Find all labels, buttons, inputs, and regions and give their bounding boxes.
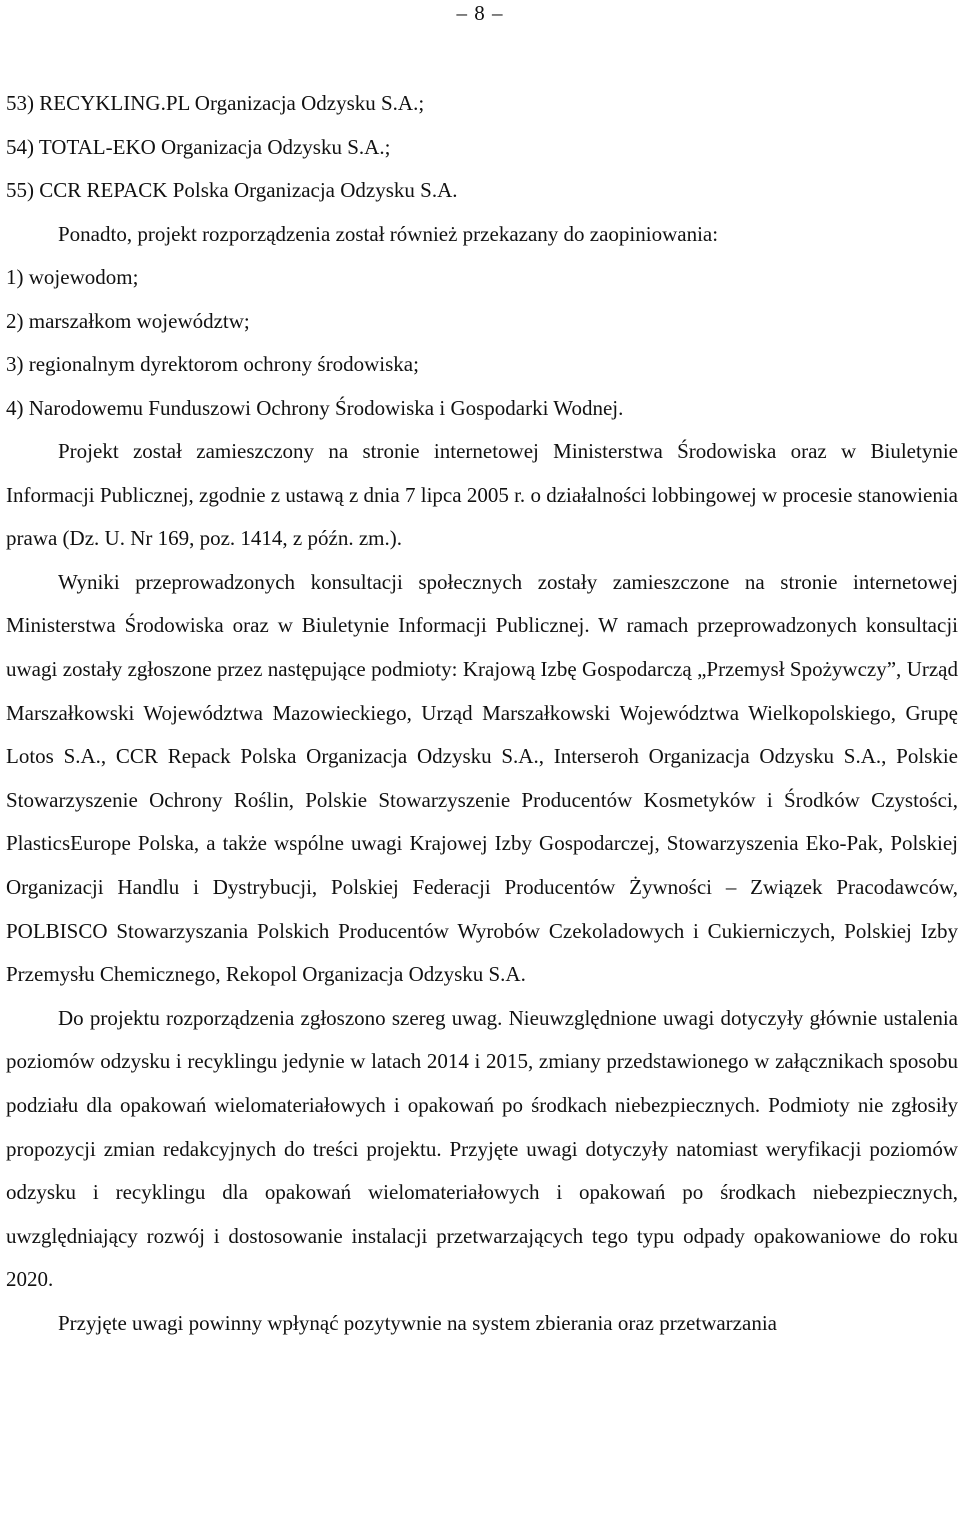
comments-paragraph: Do projektu rozporządzenia zgłoszono szereg uwag. Nieuwzględnione uwagi dotyczyły głównie ustalenia poziomów odzysku i recyklingu jedynie w latach 2014 i 2015, zmiany przedstawionego w załącznikach sposobu podziału dla opakowań wielomateriałowych i opakowań po środkach niebezpiecznych. Podmioty nie zgłosiły propozycji zmian redakcyjnych do treści projektu. Przyjęte uwagi dotyczyły natomiast weryfikacji poziomów odzysku i recyklingu dla opakowań wielomateriałowych i opakowań po środkach niebezpiecznych, uwzględniający rozwój i dostosowanie instalacji przetwarzających tego typu odpady opakowaniowe do roku 2020. (6, 1005, 958, 1292)
opinion-intro-paragraph: Ponadto, projekt rozporządzenia został również przekazany do zaopiniowania: (58, 221, 719, 246)
consultation-results-paragraph: Wyniki przeprowadzonych konsultacji społecznych zostały zamieszczone na stronie internetowej Ministerstwa Środowiska oraz w Biuletynie Informacji Publicznej. W ramach przeprowadzonych konsultacji uwagi zostały zgłoszone przez następujące podmioty: Krajową Izbę Gospodarczą „Przemysł Spożywczy”, Urząd Marszałkowski Województwa Mazowieckiego, Urząd Marszałkowski Województwa Wielkopolskiego, Grupę Lotos S.A., CCR Repack Polska Organizacja Odzysku S.A., Interseroh Organizacja Odzysku S.A., Polskie Stowarzyszenie Ochrony Roślin, Polskie Stowarzyszenie Producentów Kosmetyków i Środków Czystości, PlasticsEurope Polska, a także wspólne uwagi Krajowej Izby Gospodarczej, Stowarzyszenia Eko-Pak, Polskiej Organizacji Handlu i Dystrybucji, Polskiej Federacji Producentów Żywności – Związek Pracodawców, POLBISCO Stowarzyszania Polskich Producentów Wyrobów Czekoladowych i Cukierniczych, Polskiej Izby Przemysłu Chemicznego, Rekopol Organizacja Odzysku S.A. (6, 569, 958, 987)
list-item-opinion-1: 1) wojewodom; (6, 265, 139, 290)
list-item-recipient-54: 54) TOTAL-EKO Organizacja Odzysku S.A.; (6, 134, 391, 159)
page-number: – 8 – (456, 1, 504, 25)
closing-paragraph: Przyjęte uwagi powinny wpłynąć pozytywnie na system zbierania oraz przetwarzania (58, 1310, 777, 1335)
list-item-opinion-3: 3) regionalnym dyrektorom ochrony środowiska; (6, 352, 419, 377)
publication-paragraph: Projekt został zamieszczony na stronie internetowej Ministerstwa Środowiska oraz w Biuletynie Informacji Publicznej, zgodnie z ustawą z dnia 7 lipca 2005 r. o działalności lobbingowej w procesie stanowienia prawa (Dz. U. Nr 169, poz. 1414, z późn. zm.). (6, 439, 958, 551)
list-item-opinion-4: 4) Narodowemu Funduszowi Ochrony Środowiska i Gospodarki Wodnej. (6, 395, 624, 420)
list-item-opinion-2: 2) marszałkom województw; (6, 308, 250, 333)
list-item-recipient-55: 55) CCR REPACK Polska Organizacja Odzysku S.A. (6, 178, 458, 202)
list-item-recipient-53: 53) RECYKLING.PL Organizacja Odzysku S.A.; (6, 91, 425, 115)
document-body (6, 82, 958, 1346)
